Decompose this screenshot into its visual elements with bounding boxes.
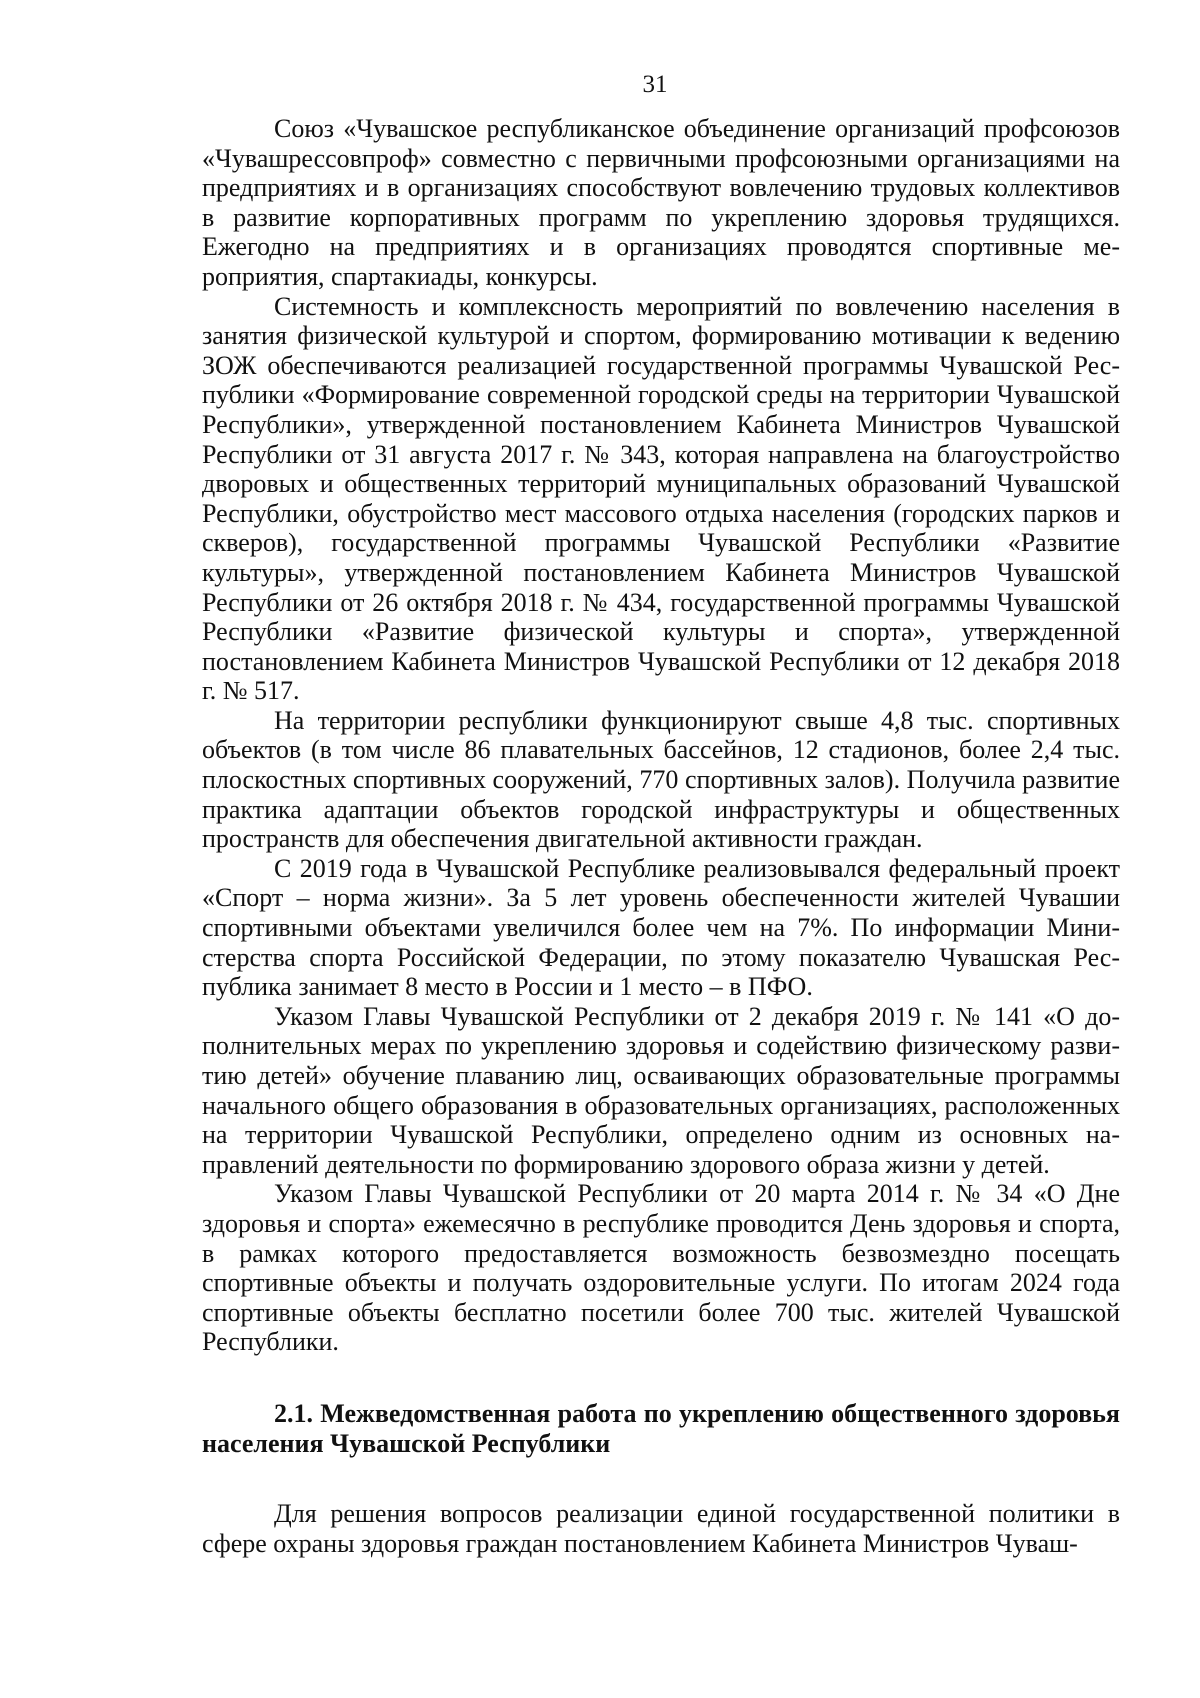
paragraph-health-day-decree: Указом Главы Чувашской Республики от 20 марта 2014 г. № 34 «О Дне здоровья и спорта» ежемесячно в республике проводится День здоровья и спорта, в рамках которого предоставляется возможность безвозмездно посещать спортивные объекты и получать оздоровительные услуги. По итогам 2024 года спортивные объекты бесплатно посетили более 700 тыс. жителей Чувашской Республики. — [202, 1179, 1120, 1357]
paragraph-section-intro: Для решения вопросов реализации единой государственной политики в сфере охраны здоровья граждан постановлением Кабинета Министров Чуваш- — [202, 1499, 1120, 1558]
paragraph-trade-unions: Союз «Чувашское республиканское объединение организаций профсоюзов «Чувашрессовпроф» совместно с первичными профсоюзными организациями на предприятиях и в организациях способствуют вовлечению трудовых коллективов в развитие корпоративных программ по укреплению здоровья трудящихся. Ежегодно на предприятиях и в организациях проводятся спортивные мероприятия, спартакиады, конкурсы. — [202, 114, 1120, 291]
document-page — [202, 70, 1120, 1558]
page-number: 31 — [642, 71, 668, 98]
section-heading: 2.1. Межведомственная работа по укреплению общественного здоровья населения Чувашской Республики — [202, 1398, 1120, 1458]
paragraph-swimming-decree: Указом Главы Чувашской Республики от 2 декабря 2019 г. № 141 «О дополнительных мерах по укреплению здоровья и содействию физическому развитию детей» обучение плаванию лиц, осваивающих образовательные программы начального общего образования в образовательных организациях, расположенных на территории Чувашской Республики, определено одним из основных направлений деятельности по формированию здорового образа жизни у детей. — [202, 1001, 1120, 1179]
paragraph-sports-facilities: На территории республики функционируют свыше 4,8 тыс. спортивных объектов (в том числе 86 плавательных бассейнов, 12 стадионов, более 2,4 тыс. плоскостных спортивных сооружений, 770 спортивных залов). Получила развитие практика адаптации объектов городской инфраструктуры и общественных пространств для обеспечения двигательной активности граждан. — [202, 705, 1120, 854]
paragraph-federal-project: С 2019 года в Чувашской Республике реализовывался федеральный проект «Спорт – норма жизни». За 5 лет уровень обеспеченности жителей Чувашии спортивными объектами увеличился более чем на 7%. По информации Министерства спорта Российской Федерации, по этому показателю Чувашская Республика занимает 8 место в России и 1 место – в ПФО. — [202, 853, 1120, 1002]
paragraph-state-programs: Системность и комплексность мероприятий по вовлечению населения в занятия физической культурой и спортом, формированию мотивации к ведению ЗОЖ обеспечиваются реализацией государственной программы Чувашской Республики «Формирование современной городской среды на территории Чувашской Республики», утвержденной постановлением Кабинета Министров Чувашской Республики от 31 августа 2017 г. № 343, которая направлена на благоустройство дворовых и общественных территорий муниципальных образований Чувашской Республики, обустройство мест массового отдыха населения (городских парков и скверов), государственной программы Чувашской Республики «Развитие культуры», утвержденной постановлением Кабинета Министров Чувашской Республики от 26 октября 2018 г. № 434, государственной программы Чувашской Республики «Развитие физической культуры и спорта», утвержденной постановлением Кабинета Министров Чувашской Республики от 12 декабря 2018 г. № 517. — [202, 291, 1120, 706]
